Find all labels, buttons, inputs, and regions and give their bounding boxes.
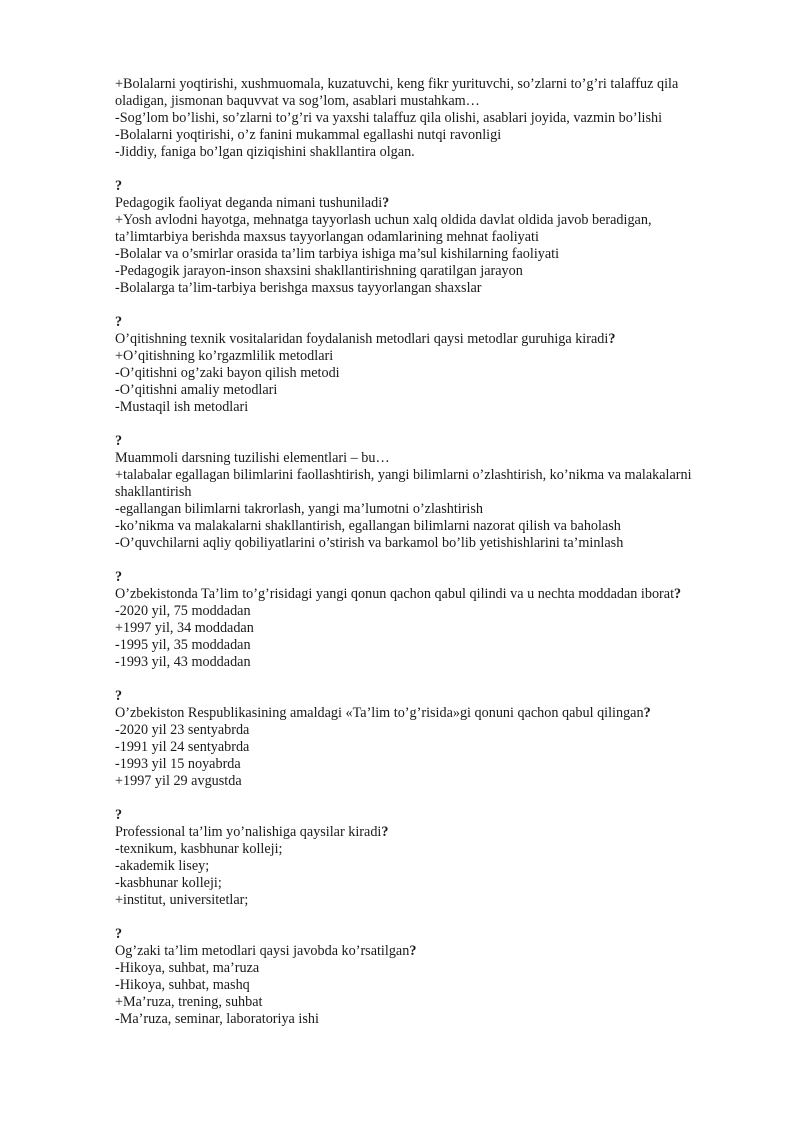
question-text: Pedagogik faoliyat deganda nimani tushuniladi? [115, 195, 390, 211]
answer-line: -1991 yil 24 sentyabrda [115, 739, 250, 755]
answer-line: -O’quvchilarni aqliy qobiliyatlarini o’stirish va barkamol bo’lib yetishishlarini ta’minlash [115, 535, 624, 551]
answer-line: ta’limtarbiya berishda maxsus tayyorlangan odamlarining mehnat faoliyati [115, 229, 539, 245]
question-text: Professional ta’lim yo’nalishiga qaysilar kiradi? [115, 824, 389, 840]
question-marker: ? [115, 926, 123, 942]
answer-line: -2020 yil, 75 moddadan [115, 603, 251, 619]
answer-line: -1995 yil, 35 moddadan [115, 637, 251, 653]
question-text: O’zbekiston Respublikasining amaldagi «Ta’lim to’g’risida»gi qonuni qachon qabul qilingan? [115, 705, 651, 721]
answer-line: -1993 yil, 43 moddadan [115, 654, 251, 670]
answer-line: -2020 yil 23 sentyabrda [115, 722, 250, 738]
intro-answers [115, 76, 735, 161]
answer-line: +talabalar egallagan bilimlarini faollashtirish, yangi bilimlarni o’zlashtirish, ko’nikma va malakalarni [115, 467, 692, 483]
answer-line: -kasbhunar kolleji; [115, 875, 222, 891]
question-text: Og’zaki ta’lim metodlari qaysi javobda ko’rsatilgan? [115, 943, 417, 959]
answer-line: +Yosh avlodni hayotga, mehnatga tayyorlash uchun xalq oldida davlat oldida javob beradigan, [115, 212, 652, 228]
answer-line: +O’qitishning ko’rgazmlilik metodlari [115, 348, 334, 364]
answer-line: -akademik lisey; [115, 858, 210, 874]
answer-line: +Ma’ruza, trening, suhbat [115, 994, 263, 1010]
answer-line: -Hikoya, suhbat, mashq [115, 977, 250, 993]
question-marker: ? [115, 433, 123, 449]
question-marker: ? [115, 314, 123, 330]
answer-line: -Mustaqil ish metodlari [115, 399, 249, 415]
question-block [115, 314, 735, 416]
answer-line: -Bolalar va o’smirlar orasida ta’lim tarbiya ishiga ma’sul kishilarning faoliyati [115, 246, 560, 262]
question-marker: ? [115, 688, 123, 704]
answer-line: +Bolalarni yoqtirishi, xushmuomala, kuzatuvchi, keng fikr yurituvchi, so’zlarni to’g’ri talaffuz qila [115, 76, 679, 92]
question-block [115, 178, 735, 297]
answer-line: -Pedagogik jarayon-inson shaxsini shakllantirishning qaratilgan jarayon [115, 263, 523, 279]
question-block [115, 688, 735, 790]
question-text: Muammoli darsning tuzilishi elementlari – bu… [115, 450, 390, 466]
question-block [115, 433, 735, 552]
answer-line: -Ma’ruza, seminar, laboratoriya ishi [115, 1011, 319, 1027]
answer-line: oladigan, jismonan baquvvat va sog’lom, asablari mustahkam… [115, 93, 480, 109]
answer-line: -O’qitishni amaliy metodlari [115, 382, 278, 398]
question-text: O’zbekistonda Ta’lim to’g’risidagi yangi qonun qachon qabul qilindi va u nechta moddadan iborat? [115, 586, 682, 602]
question-block [115, 926, 735, 1028]
question-marker: ? [115, 178, 123, 194]
answer-line: +1997 yil, 34 moddadan [115, 620, 254, 636]
answer-line: -Sog’lom bo’lishi, so’zlarni to’g’ri va yaxshi talaffuz qila olishi, asablari joyida, vazmin bo’lishi [115, 110, 663, 126]
answer-line: +institut, universitetlar; [115, 892, 249, 908]
answer-line: -O’qitishni og’zaki bayon qilish metodi [115, 365, 340, 381]
question-block [115, 807, 735, 909]
answer-line: -Jiddiy, faniga bo’lgan qiziqishini shakllantira olgan. [115, 144, 415, 160]
answer-line: -Hikoya, suhbat, ma’ruza [115, 960, 260, 976]
answer-line: -Bolalarni yoqtirishi, o’z fanini mukammal egallashi nutqi ravonligi [115, 127, 502, 143]
answer-line: -egallangan bilimlarni takrorlash, yangi ma’lumotni o’zlashtirish [115, 501, 483, 517]
answer-line: -ko’nikma va malakalarni shakllantirish, egallangan bilimlarni nazorat qilish va baholash [115, 518, 621, 534]
answer-line: -1993 yil 15 noyabrda [115, 756, 241, 772]
answer-line: -texnikum, kasbhunar kolleji; [115, 841, 283, 857]
answer-line: shakllantirish [115, 484, 192, 500]
answer-line: -Bolalarga ta’lim-tarbiya berishga maxsus tayyorlangan shaxslar [115, 280, 482, 296]
question-marker: ? [115, 569, 123, 585]
question-block [115, 569, 735, 671]
answer-line: +1997 yil 29 avgustda [115, 773, 242, 789]
question-text: O’qitishning texnik vositalaridan foydalanish metodlari qaysi metodlar guruhiga kiradi? [115, 331, 616, 347]
question-marker: ? [115, 807, 123, 823]
